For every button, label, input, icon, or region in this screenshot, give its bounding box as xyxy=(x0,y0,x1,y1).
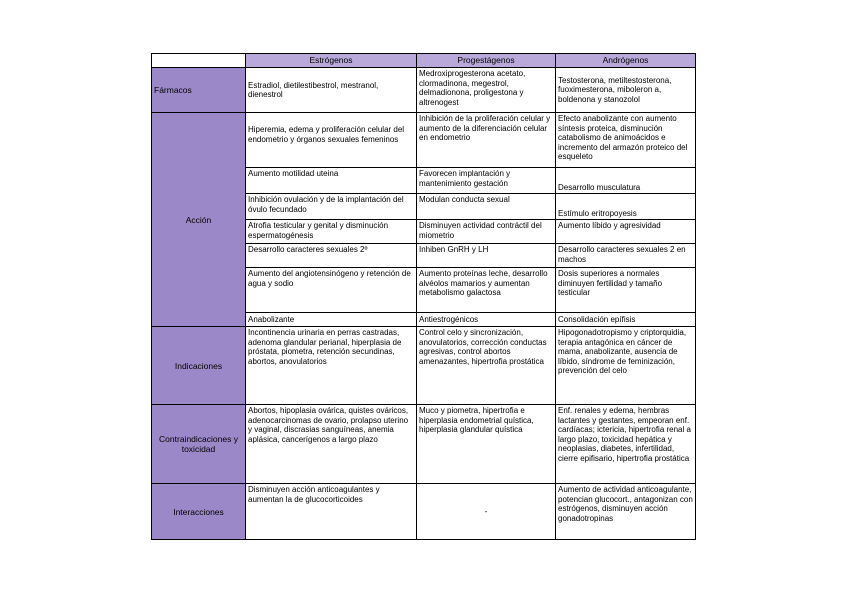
table-row xyxy=(152,484,696,540)
col-header-progestagenos: Progestágenos xyxy=(417,54,556,68)
cell-accion-androgenos: Efecto anabolizante con aumento síntesis proteica, disminución catabolismo de animoácidos e incremento del armazón proteico del esqueleto xyxy=(556,113,696,168)
table-row xyxy=(152,405,696,484)
header-row xyxy=(152,54,696,68)
cell-accion-progestagenos: Aumento proteínas leche, desarrollo alvéolos mamarios y aumentan metabolismo galactosa xyxy=(417,268,556,313)
row-header-interacciones: Interacciones xyxy=(152,484,246,540)
table-row xyxy=(152,113,696,168)
cell-accion-androgenos: Dosis superiores a normales diminuyen fertilidad y tamaño testicular xyxy=(556,268,696,313)
col-header-estrogenos: Estrógenos xyxy=(246,54,417,68)
cell-farmacos-androgenos: Testosterona, metiltestosterona, fuoximesterona, miboleron a, boldenona y stanozolol xyxy=(556,68,696,113)
cell-accion-progestagenos: Inhiben GnRH y LH xyxy=(417,244,556,268)
cell-contraindicaciones-androgenos: Enf. renales y edema, hembras lactantes y gestantes, empeoran enf. cardíacas; ictericia, hipertrofia renal a largo plazo, toxicidad hepática y neoplasias, diabetes, infertilidad, cierre epifisario, hipertrofia prostática xyxy=(556,405,696,484)
cell-accion-progestagenos: Inhibición de la proliferación celular y aumento de la diferenciación celular en endometrio xyxy=(417,113,556,168)
hormones-table xyxy=(151,53,696,540)
cell-accion-progestagenos: Favorecen implantación y mantenimiento gestación xyxy=(417,168,556,194)
cell-interacciones-androgenos: Aumento de actividad anticoagulante, potencian glucocort., antagonizan con estrógenos, disminuyen acción gonadotropinas xyxy=(556,484,696,540)
row-header-farmacos: Fármacos xyxy=(152,68,246,113)
cell-accion-estrogenos: Anabolizante xyxy=(246,313,417,327)
cell-accion-progestagenos: Disminuyen actividad contráctil del miometrio xyxy=(417,220,556,244)
row-header-accion: Acción xyxy=(152,113,246,327)
cell-contraindicaciones-estrogenos: Abortos, hipoplasia ovárica, quistes ováricos, adenocarcinomas de ovario, prolapso uterino y vaginal, discrasias sanguíneas, anemia aplásica, cancerígenos a largo plazo xyxy=(246,405,417,484)
row-header-contraindicaciones: Contraindicaciones y toxicidad xyxy=(152,405,246,484)
col-header-androgenos: Andrógenos xyxy=(556,54,696,68)
table-row xyxy=(152,68,696,113)
cell-accion-androgenos: Desarrollo caracteres sexuales 2 en machos xyxy=(556,244,696,268)
row-header-indicaciones: Indicaciones xyxy=(152,327,246,405)
cell-indicaciones-estrogenos: Incontinencia urinaria en perras castradas, adenoma glandular perianal, hiperplasia de próstata, piometra, retención secundinas, abortos, anovulatorios xyxy=(246,327,417,405)
cell-accion-progestagenos: Modulan conducta sexual xyxy=(417,194,556,220)
cell-interacciones-estrogenos: Disminuyen acción anticoagulantes y aumentan la de glucocorticoides xyxy=(246,484,417,540)
cell-accion-estrogenos: Hiperemia, edema y proliferación celular del endometrio y órganos sexuales femeninos xyxy=(246,113,417,168)
cell-interacciones-progestagenos: - xyxy=(417,484,556,540)
table-row xyxy=(152,327,696,405)
cell-accion-estrogenos: Desarrollo caracteres sexuales 2º xyxy=(246,244,417,268)
cell-accion-estrogenos: Inhibición ovulación y de la implantación del óvulo fecundado xyxy=(246,194,417,220)
cell-contraindicaciones-progestagenos: Muco y piometra, hipertrofia e hiperplasia endometrial quística, hiperplasia glandular quística xyxy=(417,405,556,484)
cell-accion-androgenos: Consolidación epífisis xyxy=(556,313,696,327)
cell-accion-androgenos: Aumento líbido y agresividad xyxy=(556,220,696,244)
cell-indicaciones-progestagenos: Control celo y sincronización, anovulatorios, corrección conductas agresivas, control abortos amenazantes, hipertrofia prostática xyxy=(417,327,556,405)
cell-accion-progestagenos: Antiestrogénicos xyxy=(417,313,556,327)
cell-accion-androgenos: Estímulo eritropoyesis xyxy=(556,194,696,220)
cell-accion-androgenos: Desarrollo musculatura xyxy=(556,168,696,194)
cell-accion-estrogenos: Aumento motilidad uteina xyxy=(246,168,417,194)
corner-cell xyxy=(152,54,246,68)
cell-accion-estrogenos: Atrofia testicular y genital y disminución espermatogénesis xyxy=(246,220,417,244)
cell-accion-estrogenos: Aumento del angiotensinógeno y retención de agua y sodio xyxy=(246,268,417,313)
cell-indicaciones-androgenos: Hipogonadotropismo y criptorquidia, terapia antagónica en cáncer de mama, anabolizante, ausencia de líbido, síndrome de feminización, prevención del celo xyxy=(556,327,696,405)
cell-farmacos-estrogenos: Estradiol, dietilestibestrol, mestranol, dienestrol xyxy=(246,68,417,113)
cell-farmacos-progestagenos: Medroxiprogesterona acetato, clormadinona, megestrol, delmadionona, proligestona y altrenogest xyxy=(417,68,556,113)
